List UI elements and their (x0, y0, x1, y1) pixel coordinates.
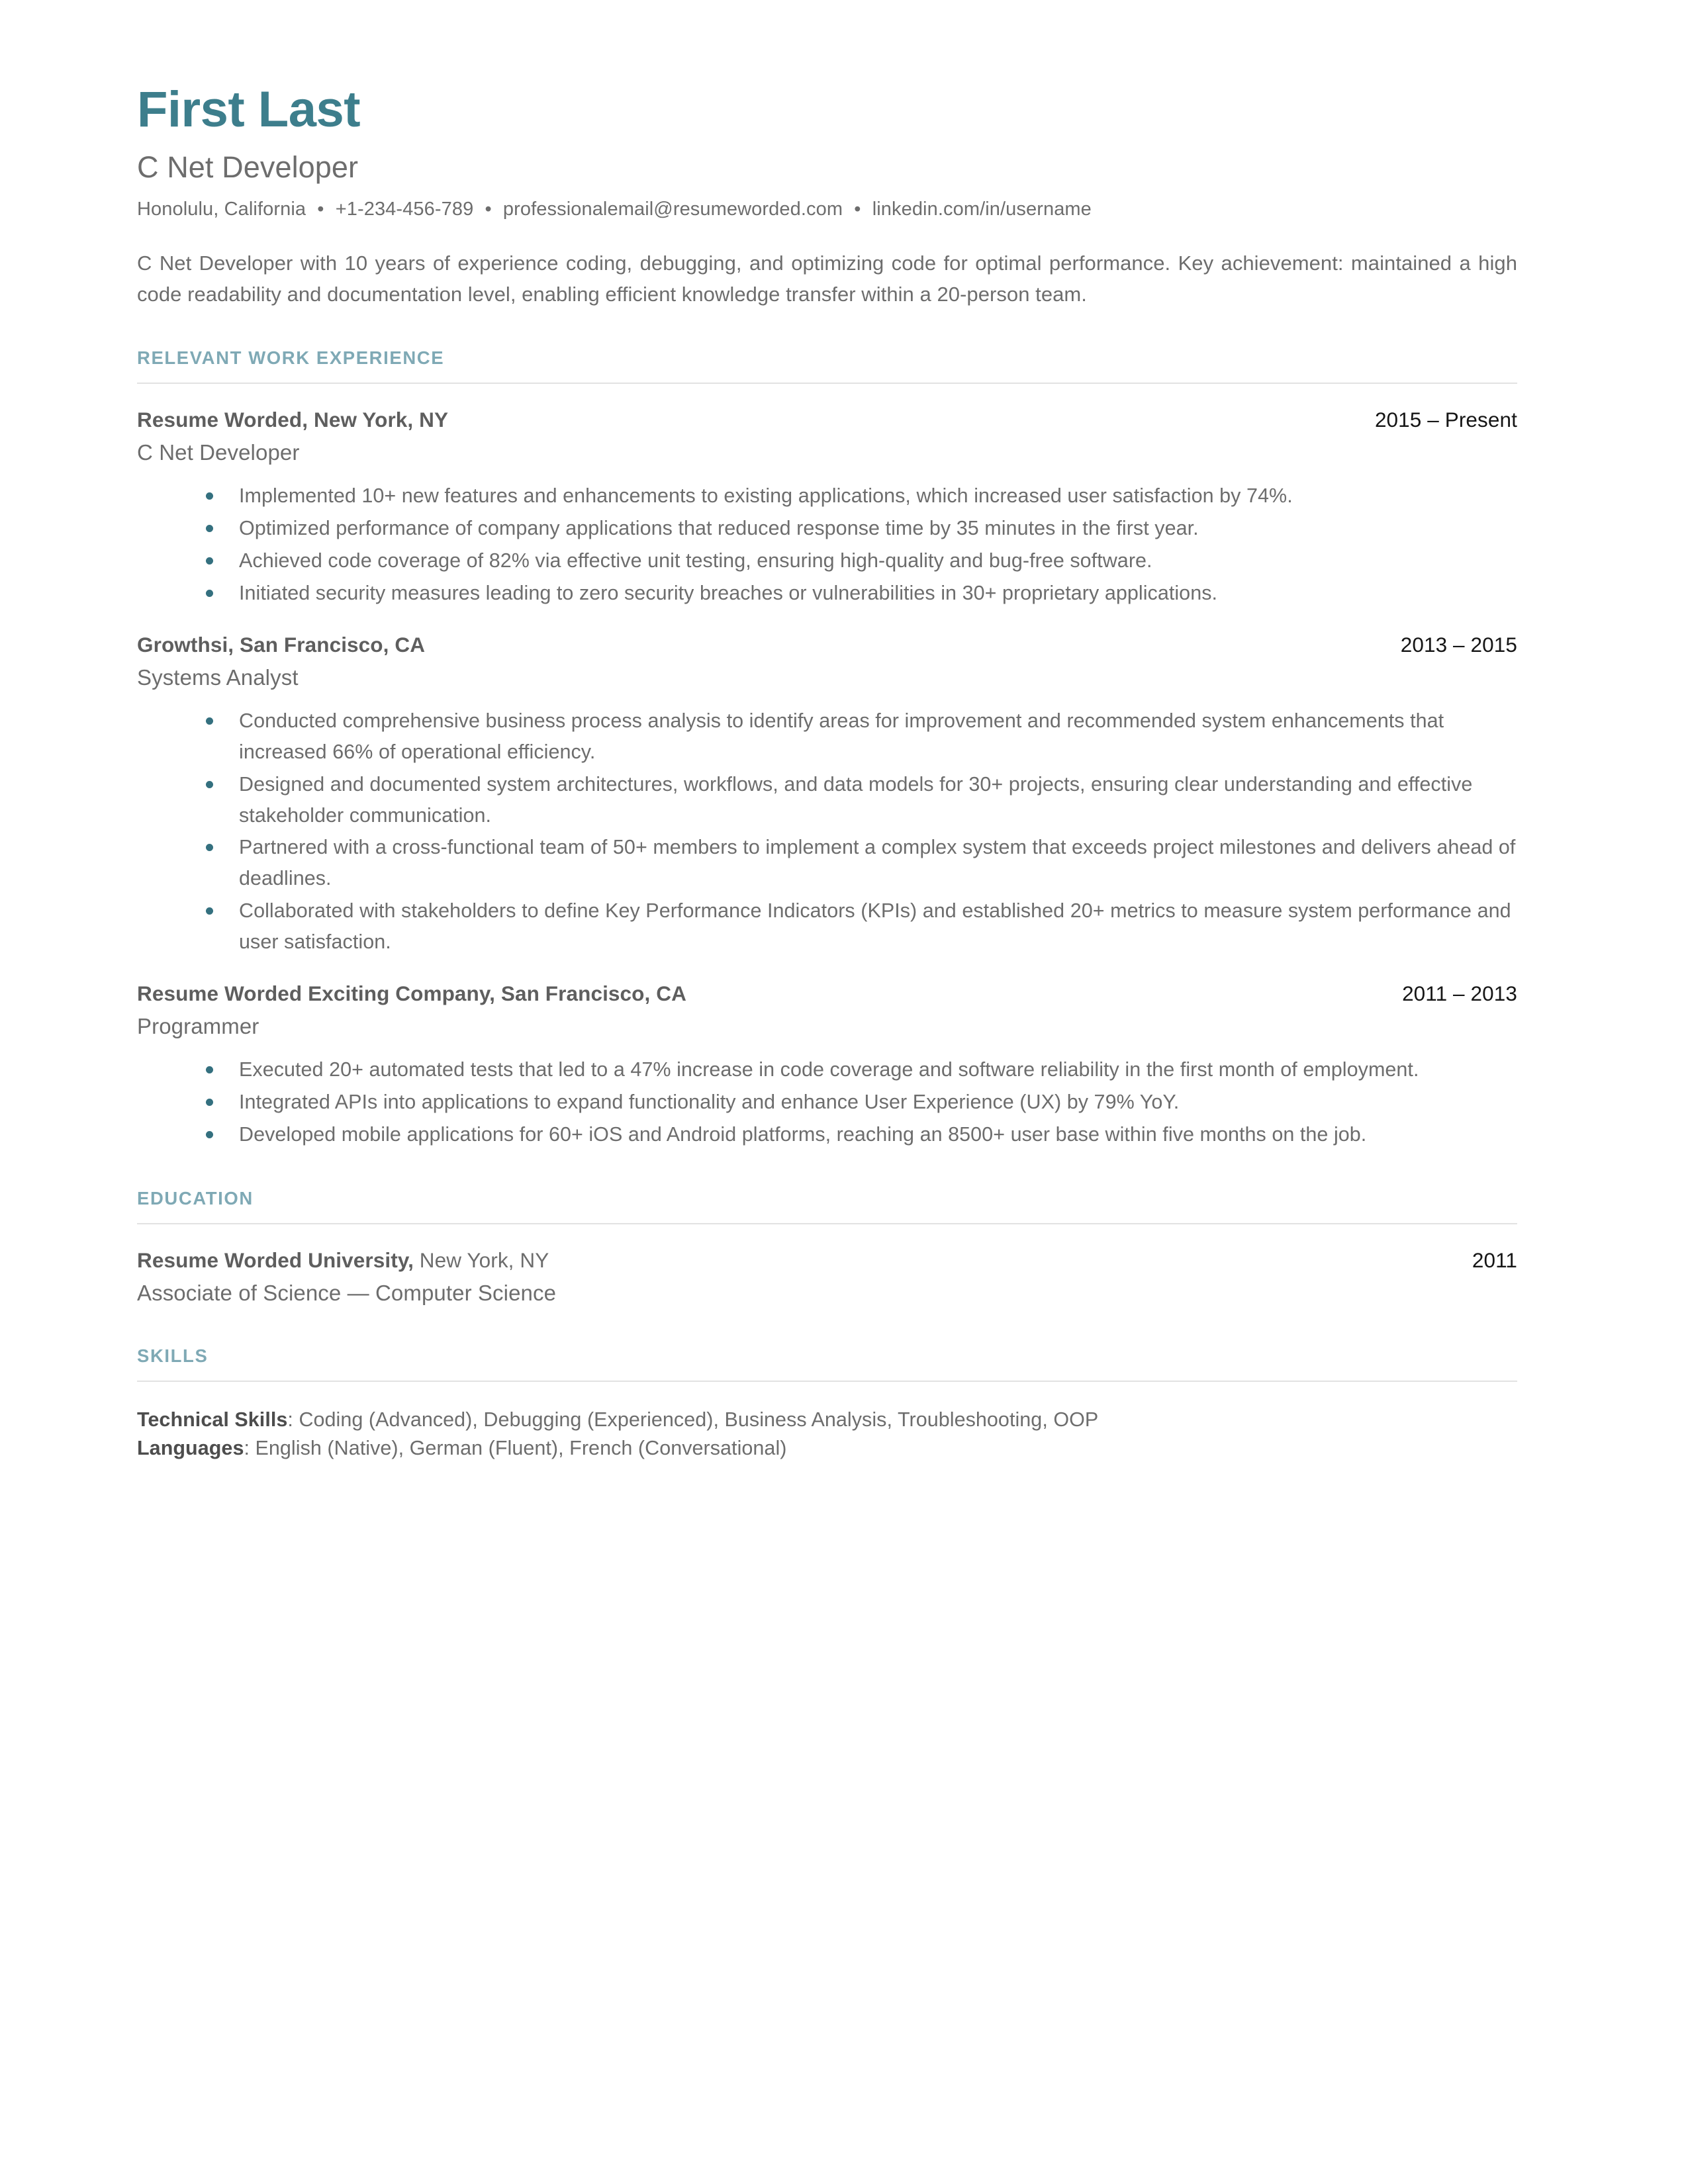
skill-category-values: : Coding (Advanced), Debugging (Experienced), Business Analysis, Troubleshooting, OOP (287, 1408, 1099, 1432)
achievement-bullet: Collaborated with stakeholders to define Key Performance Indicators (KPIs) and established 20+ metrics to measure system performance and user satisfaction. (200, 895, 1517, 958)
institution-location: New York, NY (413, 1248, 549, 1273)
skill-line (137, 1406, 1517, 1434)
experience-entry (137, 633, 1517, 958)
institution-name (137, 1248, 549, 1273)
achievement-bullet: Executed 20+ automated tests that led to a 47% increase in code coverage and software reliability in the first month of employment. (200, 1054, 1517, 1085)
degree-name: Associate of Science — Computer Science (137, 1281, 557, 1306)
achievement-list (137, 705, 1517, 958)
experience-entry (137, 408, 1517, 609)
achievement-bullet: Initiated security measures leading to zero security breaches or vulnerabilities in 30+ proprietary applications. (200, 578, 1517, 609)
employer-name: Resume Worded, New York, NY (137, 407, 449, 432)
experience-section (137, 347, 1517, 1150)
job-title: Programmer (137, 1014, 259, 1039)
section-divider (137, 383, 1517, 384)
resume-content (137, 0, 1517, 1463)
section-heading-experience: RELEVANT WORK EXPERIENCE (137, 347, 445, 368)
education-entry (137, 1248, 1517, 1308)
institution-name-bold: Resume Worded University, (137, 1248, 414, 1273)
employer-name: Growthsi, San Francisco, CA (137, 632, 426, 657)
contact-line (137, 197, 1517, 222)
achievement-bullet: Designed and documented system architectures, workflows, and data models for 30+ projects, ensuring clear understanding and effective stakeholder communication. (200, 769, 1517, 831)
candidate-name: First Last (137, 81, 361, 138)
employment-dates: 2011 – 2013 (1402, 981, 1517, 1006)
education-entry-list (137, 1248, 1517, 1308)
section-divider (137, 1381, 1517, 1382)
contact-email[interactable]: professionalemail@resumeworded.com (502, 199, 843, 220)
contact-separator-icon: • (317, 199, 324, 220)
achievement-list (137, 480, 1517, 609)
contact-phone: +1-234-456-789 (335, 199, 474, 220)
education-section (137, 1188, 1517, 1308)
experience-entry-list (137, 408, 1517, 1150)
professional-summary: C Net Developer with 10 years of experience coding, debugging, and optimizing code for optimal performance. Key achievement: maintained a high code readability and documentation level, enabling efficient knowledge transfer within a 20-person team. (137, 251, 1517, 306)
resume-header (137, 0, 1517, 310)
achievement-bullet: Optimized performance of company applications that reduced response time by 35 minutes in the first year. (200, 513, 1517, 544)
experience-entry (137, 981, 1517, 1150)
skill-category-label: Languages (137, 1437, 244, 1460)
section-heading-skills: SKILLS (137, 1345, 209, 1367)
entry-header-row (137, 1248, 1517, 1273)
achievement-bullet: Implemented 10+ new features and enhancements to existing applications, which increased user satisfaction by 74%. (200, 480, 1517, 512)
skill-category-values: : English (Native), German (Fluent), French (Conversational) (244, 1437, 787, 1460)
entry-header-row (137, 633, 1517, 657)
achievement-bullet: Achieved code coverage of 82% via effective unit testing, ensuring high-quality and bug-free software. (200, 545, 1517, 576)
entry-header-row (137, 408, 1517, 432)
entry-header-row (137, 981, 1517, 1006)
candidate-title: C Net Developer (137, 150, 359, 184)
employer-name: Resume Worded Exciting Company, San Francisco, CA (137, 981, 686, 1006)
employment-dates: 2013 – 2015 (1400, 632, 1517, 657)
contact-separator-icon: • (485, 199, 492, 220)
achievement-list (137, 1054, 1517, 1150)
achievement-bullet: Partnered with a cross-functional team of 50+ members to implement a complex system that exceeds project milestones and delivers ahead of deadlines. (200, 832, 1517, 894)
skill-line (137, 1434, 1517, 1463)
achievement-bullet: Developed mobile applications for 60+ iOS and Android platforms, reaching an 8500+ user base within five months on the job. (200, 1119, 1517, 1150)
section-divider (137, 1223, 1517, 1224)
contact-separator-icon: • (854, 199, 861, 220)
achievement-bullet: Conducted comprehensive business process analysis to identify areas for improvement and recommended system enhancements that increased 66% of operational efficiency. (200, 705, 1517, 768)
skills-section (137, 1345, 1517, 1463)
job-title: Systems Analyst (137, 664, 299, 690)
graduation-year: 2011 (1472, 1248, 1517, 1273)
skill-category-label: Technical Skills (137, 1408, 288, 1432)
job-title: C Net Developer (137, 439, 300, 465)
contact-linkedin[interactable]: linkedin.com/in/username (872, 199, 1092, 220)
achievement-bullet: Integrated APIs into applications to expand functionality and enhance User Experience (UX) by 79% YoY. (200, 1087, 1517, 1118)
skills-line-list (137, 1406, 1517, 1463)
contact-location: Honolulu, California (137, 199, 306, 220)
employment-dates: 2015 – Present (1374, 407, 1517, 432)
section-heading-education: EDUCATION (137, 1188, 254, 1209)
